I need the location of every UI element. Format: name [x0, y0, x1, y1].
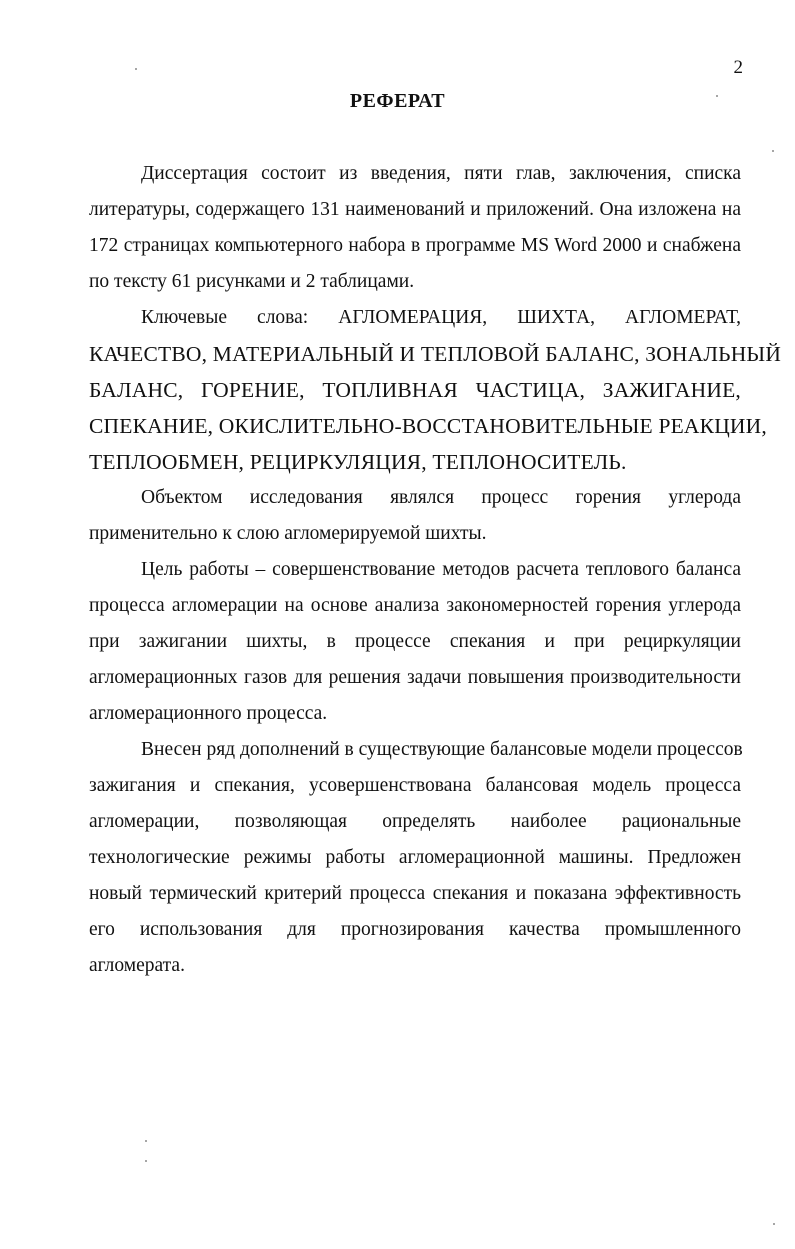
scan-speck [716, 95, 718, 97]
scan-speck [135, 68, 137, 70]
text-line: СПЕКАНИЕ, ОКИСЛИТЕЛЬНО-ВОССТАНОВИТЕЛЬНЫЕ РЕАКЦИИ, [89, 414, 767, 438]
text-line: применительно к слою агломерируемой шихты. [89, 523, 487, 544]
text-line: Диссертация состоит из введения, пяти глав, заключения, списка [141, 163, 741, 184]
text-line: Цель работы – совершенствование методов расчета теплового баланса [141, 559, 741, 580]
text-line: процесса агломерации на основе анализа закономерностей горения углерода [89, 595, 741, 616]
text-line: по тексту 61 рисунками и 2 таблицами. [89, 271, 415, 292]
text-line: Внесен ряд дополнений в существующие балансовые модели процессов [141, 739, 743, 760]
text-line: новый термический критерий процесса спекания и показана эффективность [89, 883, 741, 904]
paragraph-keywords [89, 300, 782, 480]
paragraph-goal [89, 552, 741, 732]
text-line: агломерационного процесса. [89, 703, 328, 724]
paragraph-results [89, 732, 741, 984]
page-number: 2 [733, 57, 743, 78]
text-line: агломерационных газов для решения задачи повышения производительности [89, 667, 741, 688]
text-line: ТЕПЛООБМЕН, РЕЦИРКУЛЯЦИЯ, ТЕПЛОНОСИТЕЛЬ. [89, 450, 627, 474]
text-line: агломерата. [89, 955, 185, 976]
text-line: 172 страницах компьютерного набора в программе MS Word 2000 и снабжена [89, 235, 741, 256]
text-line: его использования для прогнозирования качества промышленного [89, 919, 741, 940]
scan-speck [772, 150, 774, 152]
scan-speck [145, 1140, 147, 1142]
abstract-body [89, 156, 782, 984]
paragraph-composition [89, 156, 741, 300]
text-line: агломерации, позволяющая определять наиболее рациональные [89, 811, 741, 832]
text-line: БАЛАНС, ГОРЕНИЕ, ТОПЛИВНАЯ ЧАСТИЦА, ЗАЖИГАНИЕ, [89, 378, 741, 402]
text-line: литературы, содержащего 131 наименований и приложений. Она изложена на [89, 199, 741, 220]
text-line: Объектом исследования являлся процесс горения углерода [141, 487, 741, 508]
text-line: КАЧЕСТВО, МАТЕРИАЛЬНЫЙ И ТЕПЛОВОЙ БАЛАНС, ЗОНАЛЬНЫЙ [89, 342, 782, 366]
text-line: технологические режимы работы агломерационной машины. Предложен [89, 847, 741, 868]
text-line: зажигания и спекания, усовершенствована балансовая модель процесса [89, 775, 741, 796]
page-title: РЕФЕРАТ [349, 90, 446, 112]
text-line: Ключевые слова: АГЛОМЕРАЦИЯ, ШИХТА, АГЛОМЕРАТ, [141, 307, 741, 328]
scan-speck [773, 1223, 775, 1225]
text-line: при зажигании шихты, в процессе спекания и при рециркуляции [89, 631, 741, 652]
paragraph-object [89, 480, 741, 552]
scan-speck [145, 1160, 147, 1162]
